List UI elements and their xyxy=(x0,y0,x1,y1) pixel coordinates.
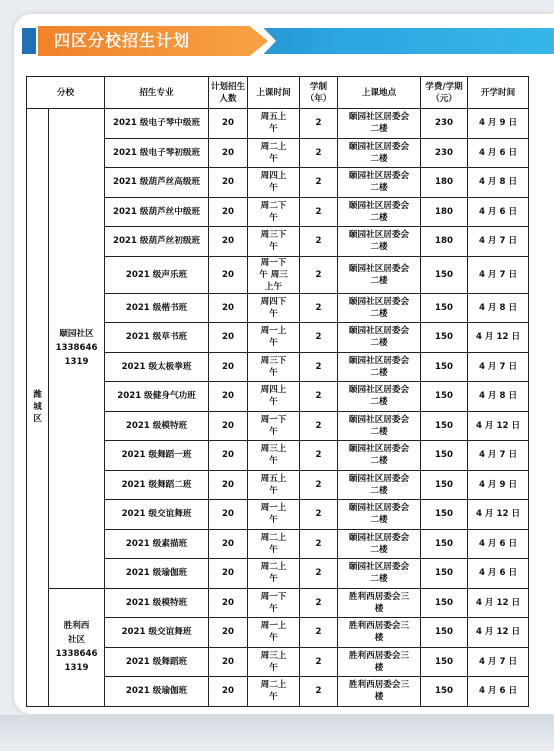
table-header-row xyxy=(27,77,529,109)
col-header-start: 开学时间 xyxy=(468,77,529,109)
location-cell: 胜利西居委会三楼 xyxy=(338,618,421,648)
count-cell: 20 xyxy=(209,256,248,293)
count-cell: 20 xyxy=(209,677,248,707)
time-cell: 周一上午 xyxy=(248,323,300,353)
count-cell: 20 xyxy=(209,618,248,648)
location-cell: 颐园社区居委会二楼 xyxy=(338,293,421,323)
years-cell: 2 xyxy=(300,559,338,589)
start-cell: 4 月 8 日 xyxy=(468,382,529,412)
location-cell: 颐园社区居委会二楼 xyxy=(338,382,421,412)
fee-cell: 150 xyxy=(421,441,468,471)
location-cell: 颐园社区居委会二楼 xyxy=(338,323,421,353)
major-cell: 2021 级草书班 xyxy=(105,323,209,353)
count-cell: 20 xyxy=(209,588,248,618)
time-cell: 周二上午 xyxy=(248,138,300,168)
fee-cell: 150 xyxy=(421,559,468,589)
fee-cell: 150 xyxy=(421,352,468,382)
major-cell: 2021 级交谊舞班 xyxy=(105,618,209,648)
enrollment-table xyxy=(26,76,529,707)
start-cell: 4 月 6 日 xyxy=(468,138,529,168)
years-cell: 2 xyxy=(300,138,338,168)
location-cell: 颐园社区居委会二楼 xyxy=(338,109,421,139)
years-cell: 2 xyxy=(300,352,338,382)
fee-cell: 180 xyxy=(421,197,468,227)
district-cell xyxy=(27,109,49,707)
col-header-fee: 学费/学期（元） xyxy=(421,77,468,109)
table-body xyxy=(27,109,529,707)
major-cell: 2021 级交谊舞班 xyxy=(105,500,209,530)
start-cell: 4 月 9 日 xyxy=(468,109,529,139)
campus-name: 颐园社区 xyxy=(59,329,94,340)
fee-cell: 150 xyxy=(421,256,468,293)
table-row xyxy=(27,588,529,618)
location-cell: 颐园社区居委会二楼 xyxy=(338,197,421,227)
years-cell: 2 xyxy=(300,382,338,412)
location-cell: 颐园社区居委会二楼 xyxy=(338,500,421,530)
fee-cell: 150 xyxy=(421,323,468,353)
col-header-time: 上课时间 xyxy=(248,77,300,109)
start-cell: 4 月 7 日 xyxy=(468,352,529,382)
fee-cell: 150 xyxy=(421,470,468,500)
count-cell: 20 xyxy=(209,382,248,412)
table-row xyxy=(27,109,529,139)
fee-cell: 150 xyxy=(421,293,468,323)
location-cell: 颐园社区居委会二楼 xyxy=(338,529,421,559)
start-cell: 4 月 12 日 xyxy=(468,500,529,530)
location-cell: 颐园社区居委会二楼 xyxy=(338,352,421,382)
major-cell: 2021 级舞蹈二班 xyxy=(105,470,209,500)
count-cell: 20 xyxy=(209,529,248,559)
major-cell: 2021 级电子琴初级班 xyxy=(105,138,209,168)
start-cell: 4 月 7 日 xyxy=(468,256,529,293)
start-cell: 4 月 6 日 xyxy=(468,197,529,227)
start-cell: 4 月 6 日 xyxy=(468,559,529,589)
location-cell: 颐园社区居委会二楼 xyxy=(338,227,421,257)
count-cell: 20 xyxy=(209,227,248,257)
time-cell: 周二下午 xyxy=(248,197,300,227)
major-cell: 2021 级模特班 xyxy=(105,588,209,618)
major-cell: 2021 级葫芦丝中级班 xyxy=(105,197,209,227)
years-cell: 2 xyxy=(300,323,338,353)
years-cell: 2 xyxy=(300,441,338,471)
fee-cell: 180 xyxy=(421,168,468,198)
campus-cell xyxy=(49,109,105,589)
start-cell: 4 月 6 日 xyxy=(468,529,529,559)
major-cell: 2021 级葫芦丝初级班 xyxy=(105,227,209,257)
count-cell: 20 xyxy=(209,411,248,441)
start-cell: 4 月 7 日 xyxy=(468,441,529,471)
location-cell: 颐园社区居委会二楼 xyxy=(338,441,421,471)
count-cell: 20 xyxy=(209,441,248,471)
years-cell: 2 xyxy=(300,293,338,323)
time-cell: 周五上午 xyxy=(248,109,300,139)
time-cell: 周四上午 xyxy=(248,168,300,198)
start-cell: 4 月 12 日 xyxy=(468,411,529,441)
col-header-major: 招生专业 xyxy=(105,77,209,109)
fee-cell: 150 xyxy=(421,529,468,559)
years-cell: 2 xyxy=(300,588,338,618)
location-cell: 颐园社区居委会二楼 xyxy=(338,470,421,500)
count-cell: 20 xyxy=(209,559,248,589)
start-cell: 4 月 7 日 xyxy=(468,227,529,257)
years-cell: 2 xyxy=(300,168,338,198)
major-cell: 2021 级楷书班 xyxy=(105,293,209,323)
time-cell: 周一上午 xyxy=(248,500,300,530)
fee-cell: 150 xyxy=(421,382,468,412)
time-cell: 周三下午 xyxy=(248,227,300,257)
district-label: 潍城区 xyxy=(33,390,42,425)
location-cell: 胜利西居委会三楼 xyxy=(338,647,421,677)
fee-cell: 150 xyxy=(421,500,468,530)
time-cell: 周四上午 xyxy=(248,382,300,412)
major-cell: 2021 级声乐班 xyxy=(105,256,209,293)
count-cell: 20 xyxy=(209,293,248,323)
major-cell: 2021 级瑜伽班 xyxy=(105,677,209,707)
time-cell: 周五上午 xyxy=(248,470,300,500)
time-cell: 周二上午 xyxy=(248,529,300,559)
major-cell: 2021 级舞蹈班 xyxy=(105,647,209,677)
major-cell: 2021 级瑜伽班 xyxy=(105,559,209,589)
major-cell: 2021 级电子琴中级班 xyxy=(105,109,209,139)
campus-phone: 13386461319 xyxy=(55,343,98,368)
location-cell: 胜利西居委会三楼 xyxy=(338,588,421,618)
major-cell: 2021 级舞蹈一班 xyxy=(105,441,209,471)
fee-cell: 150 xyxy=(421,588,468,618)
time-cell: 周二上午 xyxy=(248,559,300,589)
fee-cell: 150 xyxy=(421,618,468,648)
page-edge xyxy=(0,715,554,751)
col-header-campus: 分校 xyxy=(27,77,105,109)
count-cell: 20 xyxy=(209,168,248,198)
time-cell: 周三下午 xyxy=(248,352,300,382)
major-cell: 2021 级健身气功班 xyxy=(105,382,209,412)
start-cell: 4 月 8 日 xyxy=(468,168,529,198)
years-cell: 2 xyxy=(300,197,338,227)
time-cell: 周四下午 xyxy=(248,293,300,323)
start-cell: 4 月 8 日 xyxy=(468,293,529,323)
years-cell: 2 xyxy=(300,227,338,257)
years-cell: 2 xyxy=(300,500,338,530)
years-cell: 2 xyxy=(300,109,338,139)
time-cell: 周一下午 xyxy=(248,411,300,441)
start-cell: 4 月 7 日 xyxy=(468,647,529,677)
count-cell: 20 xyxy=(209,647,248,677)
fee-cell: 230 xyxy=(421,109,468,139)
start-cell: 4 月 9 日 xyxy=(468,470,529,500)
page-title: 四区分校招生计划 xyxy=(54,31,191,50)
location-cell: 颐园社区居委会二楼 xyxy=(338,411,421,441)
years-cell: 2 xyxy=(300,411,338,441)
location-cell: 颐园社区居委会二楼 xyxy=(338,168,421,198)
start-cell: 4 月 12 日 xyxy=(468,618,529,648)
count-cell: 20 xyxy=(209,323,248,353)
fee-cell: 230 xyxy=(421,138,468,168)
location-cell: 胜利西居委会三楼 xyxy=(338,677,421,707)
start-cell: 4 月 6 日 xyxy=(468,677,529,707)
fee-cell: 180 xyxy=(421,227,468,257)
col-header-count: 计划招生人数 xyxy=(209,77,248,109)
count-cell: 20 xyxy=(209,197,248,227)
count-cell: 20 xyxy=(209,500,248,530)
col-header-location: 上课地点 xyxy=(338,77,421,109)
campus-name: 胜利西社区 xyxy=(63,621,90,645)
count-cell: 20 xyxy=(209,138,248,168)
fee-cell: 150 xyxy=(421,647,468,677)
major-cell: 2021 级葫芦丝高级班 xyxy=(105,168,209,198)
major-cell: 2021 级太极拳班 xyxy=(105,352,209,382)
years-cell: 2 xyxy=(300,529,338,559)
location-cell: 颐园社区居委会二楼 xyxy=(338,559,421,589)
time-cell: 周一下午 xyxy=(248,588,300,618)
time-cell: 周三上午 xyxy=(248,441,300,471)
time-cell: 周一上午 xyxy=(248,618,300,648)
years-cell: 2 xyxy=(300,677,338,707)
time-cell: 周三上午 xyxy=(248,647,300,677)
location-cell: 颐园社区居委会二楼 xyxy=(338,256,421,293)
location-cell: 颐园社区居委会二楼 xyxy=(338,138,421,168)
years-cell: 2 xyxy=(300,647,338,677)
start-cell: 4 月 12 日 xyxy=(468,588,529,618)
fee-cell: 150 xyxy=(421,411,468,441)
campus-phone: 13386461319 xyxy=(55,649,98,673)
campus-cell xyxy=(49,588,105,706)
count-cell: 20 xyxy=(209,352,248,382)
years-cell: 2 xyxy=(300,256,338,293)
years-cell: 2 xyxy=(300,470,338,500)
major-cell: 2021 级素描班 xyxy=(105,529,209,559)
fee-cell: 150 xyxy=(421,677,468,707)
major-cell: 2021 级模特班 xyxy=(105,411,209,441)
col-header-years: 学制（年） xyxy=(300,77,338,109)
time-cell: 周二上午 xyxy=(248,677,300,707)
years-cell: 2 xyxy=(300,618,338,648)
start-cell: 4 月 12 日 xyxy=(468,323,529,353)
count-cell: 20 xyxy=(209,470,248,500)
time-cell: 周一下午 周三上午 xyxy=(248,256,300,293)
count-cell: 20 xyxy=(209,109,248,139)
